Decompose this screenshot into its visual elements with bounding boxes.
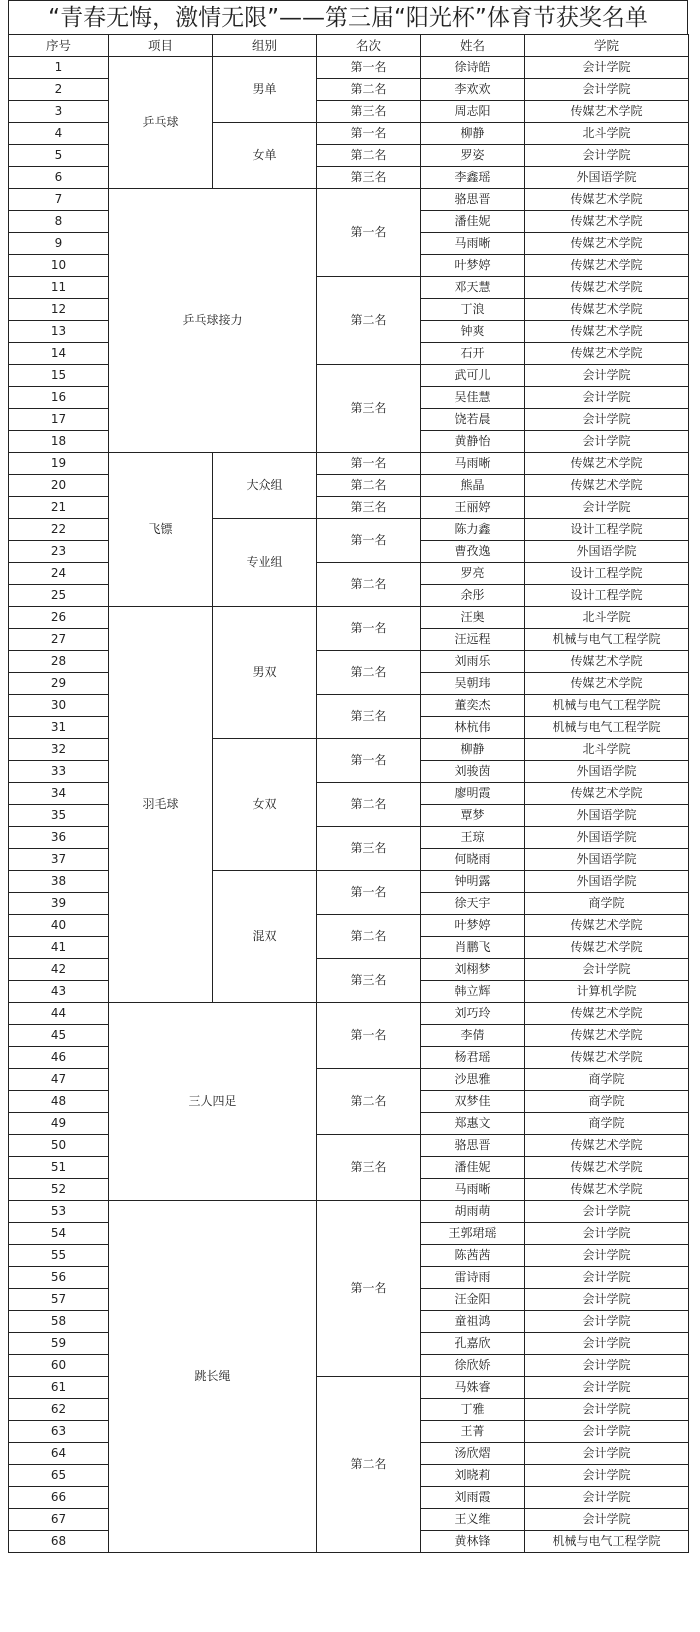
- row-index: 41: [9, 937, 109, 959]
- name-cell: 钟明露: [421, 871, 525, 893]
- rank-cell: 第三名: [317, 827, 421, 871]
- name-cell: 刘骏茵: [421, 761, 525, 783]
- college-cell: 会计学院: [525, 387, 689, 409]
- college-cell: 北斗学院: [525, 123, 689, 145]
- row-index: 16: [9, 387, 109, 409]
- table-row: [9, 1003, 689, 1025]
- college-cell: 机械与电气工程学院: [525, 717, 689, 739]
- row-index: 42: [9, 959, 109, 981]
- group-cell: 混双: [213, 871, 317, 1003]
- name-cell: 饶若晨: [421, 409, 525, 431]
- college-cell: 商学院: [525, 893, 689, 915]
- name-cell: 马雨晰: [421, 453, 525, 475]
- header-rank: 名次: [317, 35, 421, 57]
- name-cell: 汪奥: [421, 607, 525, 629]
- table-row: [9, 189, 689, 211]
- college-cell: 机械与电气工程学院: [525, 695, 689, 717]
- name-cell: 雷诗雨: [421, 1267, 525, 1289]
- group-cell: 女单: [213, 123, 317, 189]
- row-index: 50: [9, 1135, 109, 1157]
- college-cell: 外国语学院: [525, 849, 689, 871]
- name-cell: 潘佳妮: [421, 1157, 525, 1179]
- college-cell: 会计学院: [525, 959, 689, 981]
- name-cell: 王郭珺瑶: [421, 1223, 525, 1245]
- row-index: 10: [9, 255, 109, 277]
- college-cell: 机械与电气工程学院: [525, 629, 689, 651]
- name-cell: 徐欣娇: [421, 1355, 525, 1377]
- name-cell: 丁雅: [421, 1399, 525, 1421]
- college-cell: 会计学院: [525, 409, 689, 431]
- row-index: 60: [9, 1355, 109, 1377]
- college-cell: 设计工程学院: [525, 585, 689, 607]
- rank-cell: 第三名: [317, 167, 421, 189]
- header-row: [9, 35, 689, 57]
- college-cell: 传媒艺术学院: [525, 475, 689, 497]
- college-cell: 会计学院: [525, 1355, 689, 1377]
- rank-cell: 第三名: [317, 101, 421, 123]
- rank-cell: 第二名: [317, 79, 421, 101]
- row-index: 32: [9, 739, 109, 761]
- rank-cell: 第二名: [317, 145, 421, 167]
- name-cell: 罗姿: [421, 145, 525, 167]
- rank-cell: 第二名: [317, 651, 421, 695]
- college-cell: 会计学院: [525, 1333, 689, 1355]
- college-cell: 商学院: [525, 1113, 689, 1135]
- name-cell: 陈力鑫: [421, 519, 525, 541]
- group-cell: 专业组: [213, 519, 317, 607]
- header-index: 序号: [9, 35, 109, 57]
- name-cell: 邓天慧: [421, 277, 525, 299]
- rank-cell: 第三名: [317, 497, 421, 519]
- name-cell: 王菁: [421, 1421, 525, 1443]
- college-cell: 机械与电气工程学院: [525, 1531, 689, 1553]
- row-index: 65: [9, 1465, 109, 1487]
- college-cell: 商学院: [525, 1069, 689, 1091]
- name-cell: 汪金阳: [421, 1289, 525, 1311]
- college-cell: 会计学院: [525, 1487, 689, 1509]
- row-index: 52: [9, 1179, 109, 1201]
- event-cell: 跳长绳: [109, 1201, 317, 1553]
- row-index: 2: [9, 79, 109, 101]
- college-cell: 会计学院: [525, 1399, 689, 1421]
- college-cell: 传媒艺术学院: [525, 1047, 689, 1069]
- row-index: 4: [9, 123, 109, 145]
- row-index: 11: [9, 277, 109, 299]
- rank-cell: 第一名: [317, 1003, 421, 1069]
- row-index: 33: [9, 761, 109, 783]
- name-cell: 熊晶: [421, 475, 525, 497]
- row-index: 40: [9, 915, 109, 937]
- row-index: 49: [9, 1113, 109, 1135]
- name-cell: 覃梦: [421, 805, 525, 827]
- college-cell: 会计学院: [525, 1443, 689, 1465]
- name-cell: 吴朝玮: [421, 673, 525, 695]
- college-cell: 商学院: [525, 1091, 689, 1113]
- row-index: 62: [9, 1399, 109, 1421]
- rank-cell: 第三名: [317, 695, 421, 739]
- row-index: 39: [9, 893, 109, 915]
- college-cell: 会计学院: [525, 1267, 689, 1289]
- name-cell: 李鑫瑶: [421, 167, 525, 189]
- rank-cell: 第一名: [317, 123, 421, 145]
- name-cell: 沙思雅: [421, 1069, 525, 1091]
- name-cell: 廖明霞: [421, 783, 525, 805]
- college-cell: 传媒艺术学院: [525, 101, 689, 123]
- name-cell: 刘晓莉: [421, 1465, 525, 1487]
- row-index: 21: [9, 497, 109, 519]
- rank-cell: 第三名: [317, 1135, 421, 1201]
- row-index: 43: [9, 981, 109, 1003]
- name-cell: 马雨晰: [421, 233, 525, 255]
- rank-cell: 第三名: [317, 959, 421, 1003]
- college-cell: 北斗学院: [525, 607, 689, 629]
- name-cell: 马姝睿: [421, 1377, 525, 1399]
- name-cell: 韩立辉: [421, 981, 525, 1003]
- rank-cell: 第二名: [317, 277, 421, 365]
- name-cell: 胡雨萌: [421, 1201, 525, 1223]
- table-row: [9, 57, 689, 79]
- college-cell: 设计工程学院: [525, 519, 689, 541]
- name-cell: 汪远程: [421, 629, 525, 651]
- college-cell: 北斗学院: [525, 739, 689, 761]
- row-index: 24: [9, 563, 109, 585]
- row-index: 27: [9, 629, 109, 651]
- name-cell: 曹孜逸: [421, 541, 525, 563]
- row-index: 47: [9, 1069, 109, 1091]
- college-cell: 传媒艺术学院: [525, 937, 689, 959]
- college-cell: 会计学院: [525, 1311, 689, 1333]
- row-index: 46: [9, 1047, 109, 1069]
- rank-cell: 第二名: [317, 1377, 421, 1553]
- row-index: 22: [9, 519, 109, 541]
- college-cell: 传媒艺术学院: [525, 673, 689, 695]
- college-cell: 会计学院: [525, 431, 689, 453]
- row-index: 37: [9, 849, 109, 871]
- college-cell: 计算机学院: [525, 981, 689, 1003]
- row-index: 51: [9, 1157, 109, 1179]
- event-cell: 飞镖: [109, 453, 213, 607]
- row-index: 64: [9, 1443, 109, 1465]
- college-cell: 会计学院: [525, 79, 689, 101]
- group-cell: 大众组: [213, 453, 317, 519]
- row-index: 15: [9, 365, 109, 387]
- college-cell: 会计学院: [525, 1377, 689, 1399]
- name-cell: 丁浪: [421, 299, 525, 321]
- rank-cell: 第二名: [317, 563, 421, 607]
- event-cell: 乒乓球: [109, 57, 213, 189]
- name-cell: 叶梦婷: [421, 915, 525, 937]
- rank-cell: 第二名: [317, 475, 421, 497]
- rank-cell: 第二名: [317, 915, 421, 959]
- row-index: 28: [9, 651, 109, 673]
- row-index: 20: [9, 475, 109, 497]
- name-cell: 郑惠文: [421, 1113, 525, 1135]
- college-cell: 外国语学院: [525, 761, 689, 783]
- college-cell: 外国语学院: [525, 167, 689, 189]
- row-index: 29: [9, 673, 109, 695]
- college-cell: 传媒艺术学院: [525, 189, 689, 211]
- college-cell: 会计学院: [525, 57, 689, 79]
- header-college: 学院: [525, 35, 689, 57]
- row-index: 53: [9, 1201, 109, 1223]
- name-cell: 王丽婷: [421, 497, 525, 519]
- rank-cell: 第一名: [317, 1201, 421, 1377]
- name-cell: 何晓雨: [421, 849, 525, 871]
- college-cell: 外国语学院: [525, 541, 689, 563]
- row-index: 31: [9, 717, 109, 739]
- rank-cell: 第一名: [317, 189, 421, 277]
- rank-cell: 第一名: [317, 871, 421, 915]
- row-index: 7: [9, 189, 109, 211]
- name-cell: 肖鹏飞: [421, 937, 525, 959]
- rank-cell: 第一名: [317, 607, 421, 651]
- college-cell: 传媒艺术学院: [525, 233, 689, 255]
- college-cell: 传媒艺术学院: [525, 783, 689, 805]
- college-cell: 传媒艺术学院: [525, 1157, 689, 1179]
- row-index: 12: [9, 299, 109, 321]
- college-cell: 传媒艺术学院: [525, 1003, 689, 1025]
- name-cell: 双梦佳: [421, 1091, 525, 1113]
- college-cell: 传媒艺术学院: [525, 299, 689, 321]
- row-index: 18: [9, 431, 109, 453]
- row-index: 5: [9, 145, 109, 167]
- college-cell: 会计学院: [525, 145, 689, 167]
- name-cell: 刘雨乐: [421, 651, 525, 673]
- row-index: 66: [9, 1487, 109, 1509]
- name-cell: 骆思晋: [421, 189, 525, 211]
- college-cell: 传媒艺术学院: [525, 255, 689, 277]
- name-cell: 王义维: [421, 1509, 525, 1531]
- name-cell: 李倩: [421, 1025, 525, 1047]
- name-cell: 柳静: [421, 123, 525, 145]
- name-cell: 徐天宇: [421, 893, 525, 915]
- college-cell: 会计学院: [525, 365, 689, 387]
- row-index: 35: [9, 805, 109, 827]
- name-cell: 徐诗皓: [421, 57, 525, 79]
- row-index: 45: [9, 1025, 109, 1047]
- rank-cell: 第一名: [317, 453, 421, 475]
- header-name: 姓名: [421, 35, 525, 57]
- row-index: 48: [9, 1091, 109, 1113]
- row-index: 8: [9, 211, 109, 233]
- college-cell: 会计学院: [525, 1245, 689, 1267]
- college-cell: 会计学院: [525, 1465, 689, 1487]
- college-cell: 传媒艺术学院: [525, 915, 689, 937]
- row-index: 6: [9, 167, 109, 189]
- name-cell: 李欢欢: [421, 79, 525, 101]
- row-index: 57: [9, 1289, 109, 1311]
- name-cell: 刘巧玲: [421, 1003, 525, 1025]
- row-index: 13: [9, 321, 109, 343]
- page-title: “青春无悔，激情无限”——第三届“阳光杯”体育节获奖名单: [8, 0, 688, 34]
- name-cell: 吴佳慧: [421, 387, 525, 409]
- event-cell: 羽毛球: [109, 607, 213, 1003]
- table-row: [9, 1201, 689, 1223]
- name-cell: 杨君瑶: [421, 1047, 525, 1069]
- row-index: 26: [9, 607, 109, 629]
- row-index: 19: [9, 453, 109, 475]
- row-index: 17: [9, 409, 109, 431]
- row-index: 36: [9, 827, 109, 849]
- name-cell: 叶梦婷: [421, 255, 525, 277]
- table-row: [9, 607, 689, 629]
- college-cell: 会计学院: [525, 497, 689, 519]
- rank-cell: 第三名: [317, 365, 421, 453]
- name-cell: 董奕杰: [421, 695, 525, 717]
- college-cell: 传媒艺术学院: [525, 211, 689, 233]
- name-cell: 武可儿: [421, 365, 525, 387]
- name-cell: 黄林锋: [421, 1531, 525, 1553]
- row-index: 44: [9, 1003, 109, 1025]
- rank-cell: 第一名: [317, 519, 421, 563]
- name-cell: 石开: [421, 343, 525, 365]
- name-cell: 汤欣熠: [421, 1443, 525, 1465]
- name-cell: 周志阳: [421, 101, 525, 123]
- row-index: 23: [9, 541, 109, 563]
- college-cell: 会计学院: [525, 1201, 689, 1223]
- rank-cell: 第二名: [317, 1069, 421, 1135]
- name-cell: 柳静: [421, 739, 525, 761]
- college-cell: 传媒艺术学院: [525, 1025, 689, 1047]
- row-index: 55: [9, 1245, 109, 1267]
- college-cell: 传媒艺术学院: [525, 321, 689, 343]
- name-cell: 刘栩梦: [421, 959, 525, 981]
- header-group: 组别: [213, 35, 317, 57]
- row-index: 3: [9, 101, 109, 123]
- college-cell: 传媒艺术学院: [525, 651, 689, 673]
- college-cell: 会计学院: [525, 1289, 689, 1311]
- name-cell: 马雨晰: [421, 1179, 525, 1201]
- row-index: 14: [9, 343, 109, 365]
- college-cell: 传媒艺术学院: [525, 1179, 689, 1201]
- college-cell: 会计学院: [525, 1421, 689, 1443]
- row-index: 68: [9, 1531, 109, 1553]
- name-cell: 童祖鸿: [421, 1311, 525, 1333]
- name-cell: 余彤: [421, 585, 525, 607]
- rank-cell: 第二名: [317, 783, 421, 827]
- row-index: 9: [9, 233, 109, 255]
- row-index: 1: [9, 57, 109, 79]
- event-cell: 三人四足: [109, 1003, 317, 1201]
- name-cell: 陈茜茜: [421, 1245, 525, 1267]
- row-index: 30: [9, 695, 109, 717]
- name-cell: 钟爽: [421, 321, 525, 343]
- group-cell: 女双: [213, 739, 317, 871]
- group-cell: 男单: [213, 57, 317, 123]
- college-cell: 传媒艺术学院: [525, 453, 689, 475]
- name-cell: 潘佳妮: [421, 211, 525, 233]
- college-cell: 传媒艺术学院: [525, 343, 689, 365]
- row-index: 38: [9, 871, 109, 893]
- group-cell: 男双: [213, 607, 317, 739]
- college-cell: 传媒艺术学院: [525, 1135, 689, 1157]
- row-index: 58: [9, 1311, 109, 1333]
- college-cell: 外国语学院: [525, 805, 689, 827]
- name-cell: 骆思晋: [421, 1135, 525, 1157]
- row-index: 61: [9, 1377, 109, 1399]
- row-index: 63: [9, 1421, 109, 1443]
- college-cell: 传媒艺术学院: [525, 277, 689, 299]
- award-table: [8, 34, 689, 1553]
- row-index: 59: [9, 1333, 109, 1355]
- college-cell: 设计工程学院: [525, 563, 689, 585]
- row-index: 54: [9, 1223, 109, 1245]
- table-row: [9, 453, 689, 475]
- row-index: 56: [9, 1267, 109, 1289]
- name-cell: 林杭伟: [421, 717, 525, 739]
- rank-cell: 第一名: [317, 57, 421, 79]
- name-cell: 孔嘉欣: [421, 1333, 525, 1355]
- name-cell: 王琼: [421, 827, 525, 849]
- name-cell: 黄静怡: [421, 431, 525, 453]
- name-cell: 罗亮: [421, 563, 525, 585]
- row-index: 34: [9, 783, 109, 805]
- row-index: 25: [9, 585, 109, 607]
- college-cell: 会计学院: [525, 1223, 689, 1245]
- college-cell: 外国语学院: [525, 827, 689, 849]
- name-cell: 刘雨霞: [421, 1487, 525, 1509]
- header-event: 项目: [109, 35, 213, 57]
- event-cell: 乒乓球接力: [109, 189, 317, 453]
- rank-cell: 第一名: [317, 739, 421, 783]
- college-cell: 会计学院: [525, 1509, 689, 1531]
- college-cell: 外国语学院: [525, 871, 689, 893]
- row-index: 67: [9, 1509, 109, 1531]
